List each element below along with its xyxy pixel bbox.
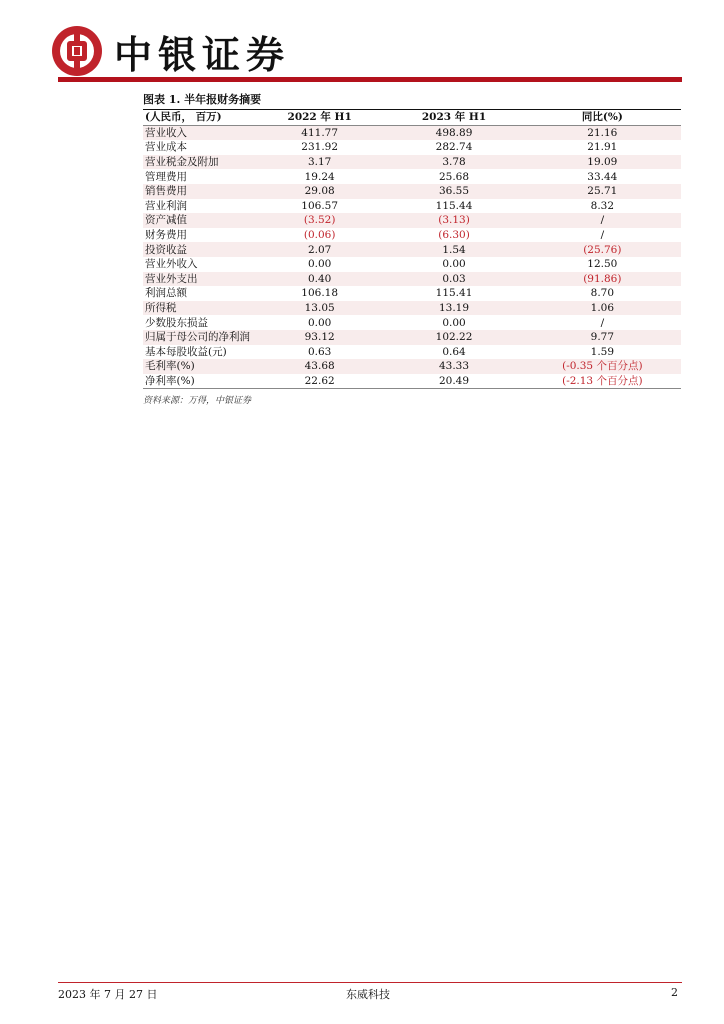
table-row xyxy=(143,125,681,140)
value-2022h1: 43.68 xyxy=(255,359,384,374)
table-row xyxy=(143,330,681,345)
row-label: 营业税金及附加 xyxy=(143,155,255,170)
value-yoy: 33.44 xyxy=(587,170,618,183)
column-header-yoy: 同比(%) xyxy=(524,110,681,125)
table-row xyxy=(143,213,681,228)
value-yoy: 1.06 xyxy=(524,301,681,316)
value-2023h1: (6.30) xyxy=(438,229,470,242)
value-2023h1: 1.54 xyxy=(384,242,523,257)
value-yoy: 21.91 xyxy=(587,141,618,154)
row-label: 利润总额 xyxy=(145,287,187,300)
source-note: 资料来源：万得，中银证券 xyxy=(143,396,252,407)
table-row xyxy=(143,242,681,257)
value-2023h1: 43.33 xyxy=(384,359,523,374)
value-2023h1: 498.89 xyxy=(384,125,523,140)
value-2022h1: (3.52) xyxy=(255,213,384,228)
value-yoy: 12.50 xyxy=(587,258,618,271)
row-label: 财务费用 xyxy=(145,229,187,242)
figure-title: 图表 1. 半年报财务摘要 xyxy=(143,88,681,110)
value-yoy: 8.70 xyxy=(590,287,615,300)
row-label: 资产减值 xyxy=(143,213,255,228)
table-row xyxy=(143,199,681,214)
financial-summary-table xyxy=(143,110,681,389)
company-name: 东威科技 xyxy=(346,988,390,1001)
brand-name: 中银证券 xyxy=(114,31,291,77)
row-label: 管理费用 xyxy=(145,170,187,183)
value-2022h1: 19.24 xyxy=(304,170,335,183)
row-label: 基本每股收益(元) xyxy=(145,345,227,358)
value-yoy: (25.76) xyxy=(524,242,681,257)
table-row xyxy=(143,155,681,170)
table-row xyxy=(143,359,681,374)
value-2023h1: 3.78 xyxy=(384,155,523,170)
value-yoy: / xyxy=(600,316,605,329)
value-yoy: 8.32 xyxy=(590,199,615,212)
row-label: 营业利润 xyxy=(145,199,187,212)
bank-of-china-logo-icon xyxy=(52,26,102,76)
row-label: 投资收益 xyxy=(143,242,255,257)
row-label: 营业收入 xyxy=(143,125,255,140)
value-yoy: 9.77 xyxy=(524,330,681,345)
value-yoy: / xyxy=(524,213,681,228)
value-yoy: 1.59 xyxy=(590,345,615,358)
table-row xyxy=(143,272,681,287)
page-header xyxy=(52,24,290,78)
value-2022h1: 29.08 xyxy=(255,184,384,199)
value-2022h1: 93.12 xyxy=(255,330,384,345)
page-footer xyxy=(58,986,678,1002)
row-label: 少数股东损益 xyxy=(145,316,208,329)
value-2023h1: 0.00 xyxy=(442,258,466,271)
value-yoy: / xyxy=(600,229,605,242)
value-2022h1: 0.00 xyxy=(307,258,332,271)
value-2023h1: 13.19 xyxy=(384,301,523,316)
value-2023h1: 36.55 xyxy=(384,184,523,199)
table-body xyxy=(143,125,681,389)
value-2023h1: 115.41 xyxy=(435,287,473,300)
table-header-row xyxy=(143,110,681,125)
value-2022h1: 22.62 xyxy=(255,374,384,389)
row-label: 营业成本 xyxy=(145,141,187,154)
table-row xyxy=(143,374,681,389)
value-2022h1: 0.40 xyxy=(255,272,384,287)
value-yoy: 19.09 xyxy=(524,155,681,170)
value-2022h1: 13.05 xyxy=(255,301,384,316)
column-header-label: (人民币， 百万) xyxy=(143,110,255,125)
value-2022h1: 231.92 xyxy=(301,141,339,154)
table-row xyxy=(143,286,681,301)
value-2022h1: 0.63 xyxy=(307,345,332,358)
value-2023h1: 102.22 xyxy=(384,330,523,345)
value-2022h1: 2.07 xyxy=(255,242,384,257)
value-2023h1: 0.00 xyxy=(442,316,466,329)
row-label: 净利率(%) xyxy=(143,374,255,389)
value-yoy: (-2.13 个百分点) xyxy=(524,374,681,389)
table-row xyxy=(143,228,681,243)
value-2022h1: 106.18 xyxy=(301,287,339,300)
row-label: 销售费用 xyxy=(143,184,255,199)
value-yoy: 25.71 xyxy=(524,184,681,199)
value-2023h1: 282.74 xyxy=(435,141,473,154)
column-header-2022h1: 2022 年 H1 xyxy=(255,110,384,125)
value-2023h1: (3.13) xyxy=(384,213,523,228)
financial-summary-figure xyxy=(143,88,681,406)
table-row xyxy=(143,169,681,184)
page-number: 2 xyxy=(671,986,678,999)
table-row xyxy=(143,257,681,272)
table-row xyxy=(143,345,681,360)
table-row xyxy=(143,301,681,316)
row-label: 归属于母公司的净利润 xyxy=(143,330,255,345)
value-2022h1: 411.77 xyxy=(255,125,384,140)
value-2022h1: 0.00 xyxy=(307,316,332,329)
value-2023h1: 115.44 xyxy=(435,199,473,212)
value-2023h1: 0.03 xyxy=(384,272,523,287)
header-rule xyxy=(58,77,682,82)
row-label: 毛利率(%) xyxy=(143,359,255,374)
value-2022h1: 3.17 xyxy=(255,155,384,170)
row-label: 营业外支出 xyxy=(143,272,255,287)
value-2022h1: (0.06) xyxy=(303,229,336,242)
value-yoy: (-0.35 个百分点) xyxy=(524,359,681,374)
value-2022h1: 106.57 xyxy=(301,199,339,212)
value-2023h1: 25.68 xyxy=(438,170,470,183)
table-row xyxy=(143,184,681,199)
value-yoy: 21.16 xyxy=(524,125,681,140)
row-label: 营业外收入 xyxy=(145,258,198,271)
table-row xyxy=(143,315,681,330)
table-row xyxy=(143,140,681,155)
value-2023h1: 20.49 xyxy=(384,374,523,389)
footer-rule xyxy=(58,982,682,983)
value-2023h1: 0.64 xyxy=(442,345,466,358)
column-header-2023h1: 2023 年 H1 xyxy=(384,110,523,125)
report-date: 2023 年 7 月 27 日 xyxy=(58,988,158,1001)
value-yoy: (91.86) xyxy=(524,272,681,287)
row-label: 所得税 xyxy=(143,301,255,316)
